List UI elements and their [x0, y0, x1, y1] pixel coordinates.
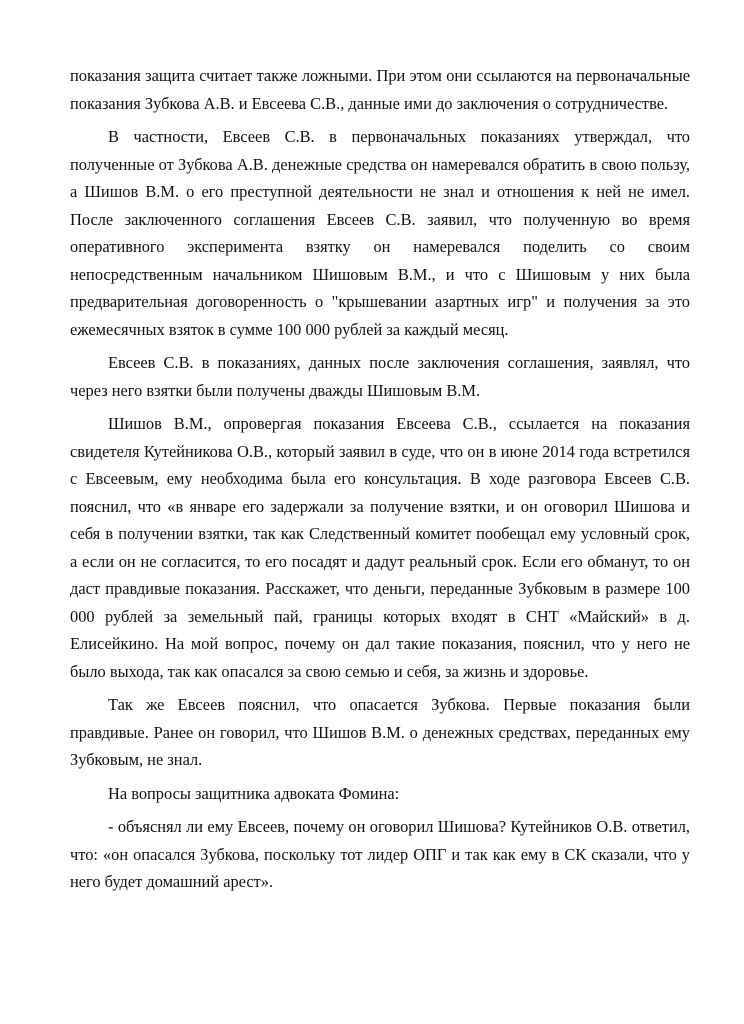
paragraph-defense-questions: На вопросы защитника адвоката Фомина:: [108, 783, 400, 803]
document-page: [70, 62, 690, 896]
paragraph-witness-testimony: Шишов В.М., опровергая показания Евсеева С.В., ссылается на показания свидетеля Кутейникова О.В., который заявил в суде, что он в июне 2014 года встретился с Евсеевым, ему необходима была его консультация. В ходе разговора Евсеев С.В. пояснил, что «в январе его задержали за получение взятки, и он оговорил Шишова и себя в получении взятки, так как Следственный комитет пообещал ему условный срок, а если он не согласится, то его посадят и дадут реальный срок. Если его обманут, то он даст правдивые показания. Расскажет, что деньги, переданные Зубковым в размере 100 000 рублей за земельный пай, границы которых входят в СНТ «Майский» в д. Елисейкино. На мой вопрос, почему он дал такие показания, пояснил, что у него не было выхода, так как опасался за свою семью и себя, за жизнь и здоровье.: [70, 414, 690, 681]
paragraph-continuation: показания защита считает также ложными. При этом они ссылаются на первоначальные показания Зубкова А.В. и Евсеева С.В., данные ими до заключения о сотрудничестве.: [70, 66, 690, 113]
paragraph-initial-testimony: В частности, Евсеев С.В. в первоначальных показаниях утверждал, что полученные от Зубкова А.В. денежные средства он намеревался обратить в свою пользу, а Шишов В.М. о его преступной деятельности не знал и отношения к ней не имел. После заключенного соглашения Евсеев С.В. заявил, что полученную во время оперативного эксперимента взятку он намеревался поделить со своим непосредственным начальником Шишовым В.М., и что с Шишовым у них была предварительная договоренность о "крышевании азартных игр" и получения за это ежемесячных взяток в сумме 100 000 рублей за каждый месяц.: [70, 127, 690, 339]
paragraph-fear-statement: Так же Евсеев пояснил, что опасается Зубкова. Первые показания были правдивые. Ранее он говорил, что Шишов В.М. о денежных средствах, переданных ему Зубковым, не знал.: [70, 695, 690, 769]
paragraph-after-agreement: Евсеев С.В. в показаниях, данных после заключения соглашения, заявлял, что через него взятки были получены дважды Шишовым В.М.: [70, 353, 690, 400]
paragraph-answer: - объяснял ли ему Евсеев, почему он оговорил Шишова? Кутейников О.В. ответил, что: «он опасался Зубкова, поскольку тот лидер ОПГ и так как ему в СК сказали, что у него будет домашний арест».: [70, 817, 690, 891]
